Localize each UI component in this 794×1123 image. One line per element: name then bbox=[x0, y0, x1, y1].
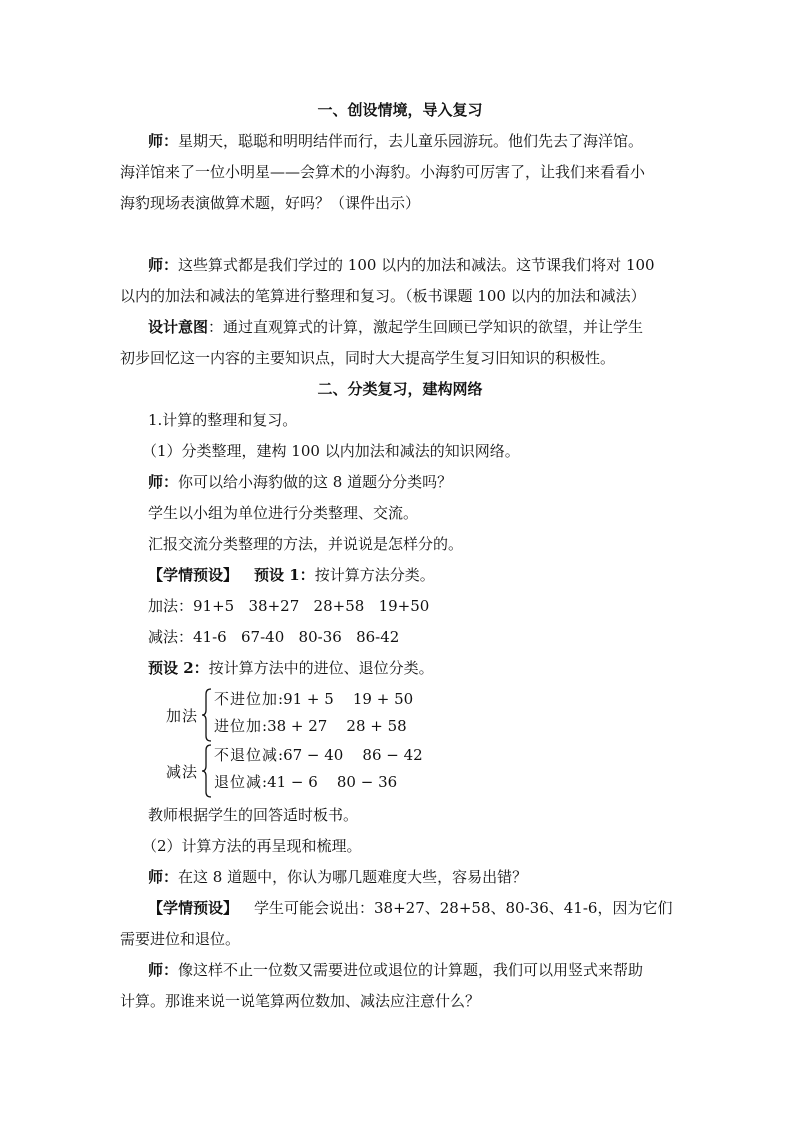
speaker-label: 师： bbox=[148, 256, 179, 274]
section-heading-1: 一、创设情境，导入复习 bbox=[317, 101, 483, 119]
section-heading-2: 二、分类复习，建构网络 bbox=[317, 380, 483, 398]
speaker-label: 师： bbox=[148, 961, 179, 979]
preset-tag: 【学情预设】 bbox=[148, 566, 239, 584]
paragraph-summary-line2: 以内的加法和减法的笔算进行整理和复习。（板书课题 100 以内的加法和减法） bbox=[120, 287, 646, 305]
subtraction-list: 减法：41-6 67-40 80-36 86-42 bbox=[148, 628, 400, 646]
speaker-label: 师： bbox=[148, 868, 179, 886]
paragraph-intro-line3: 海豹现场表演做算术题，好吗？（课件出示） bbox=[120, 194, 421, 212]
preset-label: 预设 2： bbox=[148, 659, 209, 677]
list-item-1-1: （1）分类整理，建构 100 以内加法和减法的知识网络。 bbox=[142, 442, 520, 460]
paragraph-intro-line2: 海洋馆来了一位小明星——会算术的小海豹。小海豹可厉害了，让我们来看看小 bbox=[120, 163, 646, 181]
student-activity-1: 学生以小组为单位进行分类整理、交流。 bbox=[148, 504, 419, 522]
addition-list: 加法：91+5 38+27 28+58 19+50 bbox=[148, 597, 430, 615]
paragraph-vertical-calc: 师：像这样不止一位数又需要进位或退位的计算题，我们可以用竖式来帮助 bbox=[148, 961, 644, 979]
teacher-question-2: 师：在这 8 道题中，你认为哪几题难度大些，容易出错？ bbox=[148, 868, 528, 886]
preset-3-line2: 需要进位和退位。 bbox=[120, 930, 241, 948]
student-activity-2: 汇报交流分类整理的方法，并说说是怎样分的。 bbox=[148, 535, 464, 553]
subtraction-group bbox=[166, 744, 496, 798]
teacher-question-1: 师：你可以给小海豹做的这 8 道题分分类吗？ bbox=[148, 473, 453, 491]
paragraph-summary: 师：这些算式都是我们学过的 100 以内的加法和减法。这节课我们将对 100 bbox=[148, 256, 655, 274]
list-item-1: 1.计算的整理和复习。 bbox=[148, 411, 298, 429]
blank-gap bbox=[120, 219, 680, 250]
preset-3: 【学情预设】 学生可能会说出：38+27、28+58、80-36、41-6，因为它们 bbox=[148, 899, 673, 917]
teacher-note: 教师根据学生的回答适时板书。 bbox=[148, 806, 359, 824]
preset-tag: 【学情预设】 bbox=[148, 899, 239, 917]
paragraph-design-intent-line2: 初步回忆这一内容的主要知识点，同时大大提高学生复习旧知识的积极性。 bbox=[120, 349, 616, 367]
paragraph-vertical-calc-line2: 计算。那谁来说一说笔算两位数加、减法应注意什么？ bbox=[120, 992, 481, 1010]
paragraph-design-intent: 设计意图：通过直观算式的计算，激起学生回顾已学知识的欲望，并让学生 bbox=[148, 318, 644, 336]
addition-carry-row: 进位加:38 + 27 28 + 58 bbox=[214, 717, 407, 735]
preset-1: 【学情预设】 预设 1：按计算方法分类。 bbox=[148, 566, 435, 584]
brace-icon bbox=[202, 744, 212, 798]
addition-group bbox=[166, 688, 496, 742]
list-item-1-2: （2）计算方法的再呈现和梳理。 bbox=[142, 837, 362, 855]
preset-2: 预设 2：按计算方法中的进位、退位分类。 bbox=[148, 659, 434, 677]
document-body bbox=[120, 95, 680, 1017]
speaker-label: 师： bbox=[148, 473, 179, 491]
subtraction-borrow-row: 退位减:41 − 6 80 − 36 bbox=[214, 773, 398, 791]
preset-label: 预设 1： bbox=[254, 566, 315, 584]
classification-diagram bbox=[120, 688, 680, 798]
brace-icon bbox=[202, 688, 212, 742]
addition-no-carry-row: 不进位加:91 + 5 19 + 50 bbox=[214, 690, 414, 708]
addition-group-label: 加法 bbox=[166, 707, 199, 725]
design-intent-label: 设计意图 bbox=[148, 318, 209, 336]
speaker-label: 师： bbox=[148, 132, 179, 150]
paragraph-intro: 师：星期天，聪聪和明明结伴而行，去儿童乐园游玩。他们先去了海洋馆。 bbox=[148, 132, 644, 150]
subtraction-no-borrow-row: 不退位减:67 − 40 86 − 42 bbox=[214, 746, 423, 764]
subtraction-group-label: 减法 bbox=[166, 763, 199, 781]
